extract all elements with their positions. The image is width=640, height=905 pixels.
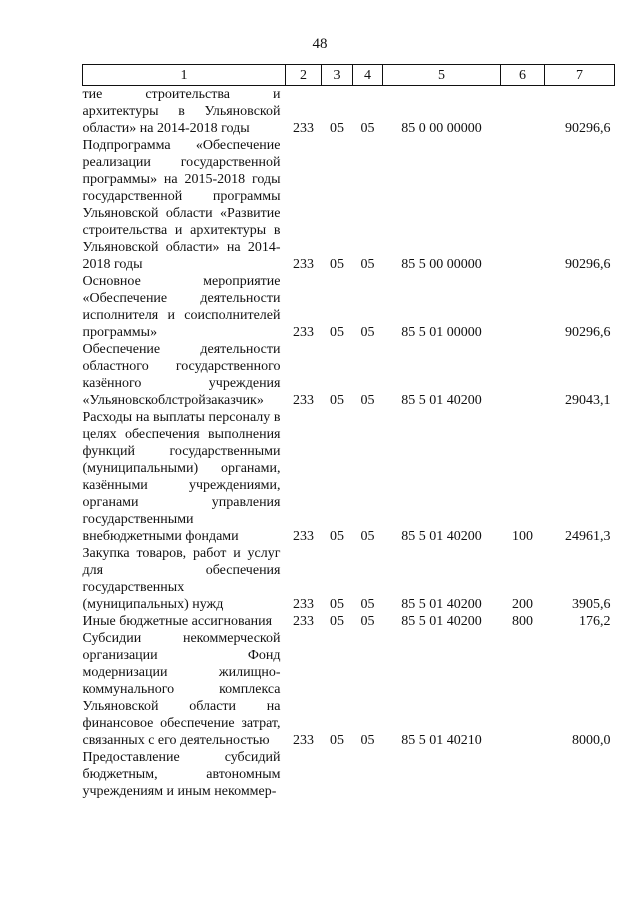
row-code-target-article: 85 5 01 40200 — [401, 393, 482, 408]
row-description: Подпрограмма «Обеспечение реализации государственной программы» на 2015-2018 годы государственной программы Ульяновской области «Развитие строительства и архитектуры в Ульяновской области» на 2014-2018 годы — [82, 138, 281, 272]
row-code-subsection: 05 — [360, 325, 375, 340]
row-code-ministry: 233 — [293, 325, 314, 340]
row-code-subsection: 05 — [360, 529, 375, 544]
row-description: Обеспечение деятельности областного государственного казённого учреждения «Ульяновскоблстройзаказчик» — [82, 342, 281, 408]
table-row — [83, 409, 615, 545]
row-code-section: 05 — [330, 733, 344, 748]
row-code-expense-type — [501, 86, 545, 138]
row-code-subsection: 05 — [360, 257, 375, 272]
row-amount: 90296,6 — [565, 325, 611, 340]
row-description: тие строительства и архитектуры в Ульяновской области» на 2014-2018 годы — [82, 87, 281, 136]
row-code-expense-type: 800 — [512, 614, 533, 629]
row-amount — [545, 749, 615, 800]
row-code-expense-type — [501, 749, 545, 800]
table-row — [83, 273, 615, 341]
row-description: Иные бюджетные ассигнования — [82, 614, 273, 629]
row-description: Субсидии некоммерческой организации Фонд модернизации жилищно-коммунального комплекса Ульяновской области на финансовое обеспечение затрат, связанных с его деятельностью — [82, 631, 281, 748]
row-code-section: 05 — [330, 393, 344, 408]
table-row — [83, 341, 615, 409]
row-code-target-article: 85 0 00 00000 — [401, 121, 482, 136]
row-code-expense-type: 200 — [512, 597, 533, 612]
row-amount: 90296,6 — [565, 121, 611, 136]
row-code-section: 05 — [330, 597, 344, 612]
row-code-target-article: 85 5 00 00000 — [401, 257, 482, 272]
row-code-subsection: 05 — [360, 614, 375, 629]
table-row — [83, 630, 615, 749]
row-code-subsection — [353, 749, 383, 800]
budget-table — [82, 64, 615, 800]
row-description: Закупка товаров, работ и услуг для обеспечения государственных (муниципальных) нужд — [82, 546, 281, 612]
row-code-section — [322, 749, 353, 800]
row-code-target-article: 85 5 01 00000 — [401, 325, 482, 340]
row-amount: 29043,1 — [565, 393, 611, 408]
row-code-subsection: 05 — [360, 733, 375, 748]
row-description: Основное мероприятие «Обеспечение деятельности исполнителя и соисполнителей программы» — [82, 274, 281, 340]
row-code-expense-type: 100 — [512, 529, 533, 544]
row-code-target-article: 85 5 01 40210 — [401, 733, 482, 748]
row-code-ministry: 233 — [293, 614, 314, 629]
table-header — [83, 65, 615, 86]
column-number-7: 7 — [545, 65, 615, 86]
row-code-ministry: 233 — [293, 597, 314, 612]
row-code-ministry: 233 — [293, 121, 314, 136]
row-code-expense-type — [501, 273, 545, 341]
table-row — [83, 545, 615, 613]
row-code-expense-type — [501, 630, 545, 749]
row-code-ministry: 233 — [293, 529, 314, 544]
row-code-ministry: 233 — [293, 257, 314, 272]
row-code-target-article: 85 5 01 40200 — [401, 614, 482, 629]
row-code-ministry: 233 — [293, 733, 314, 748]
column-number-2: 2 — [286, 65, 322, 86]
column-number-3: 3 — [322, 65, 353, 86]
row-code-subsection: 05 — [360, 121, 375, 136]
row-amount: 24961,3 — [565, 529, 611, 544]
row-code-subsection: 05 — [360, 597, 375, 612]
row-code-ministry — [286, 749, 322, 800]
row-code-section: 05 — [330, 121, 344, 136]
page-number: 48 — [312, 36, 328, 52]
row-code-section: 05 — [330, 529, 344, 544]
column-number-5: 5 — [383, 65, 501, 86]
row-code-target-article: 85 5 01 40200 — [401, 529, 482, 544]
table-row — [83, 137, 615, 273]
row-code-target-article: 85 5 01 40200 — [401, 597, 482, 612]
row-code-section: 05 — [330, 614, 344, 629]
table-row — [83, 86, 615, 138]
row-code-ministry: 233 — [293, 393, 314, 408]
row-amount: 176,2 — [579, 614, 611, 629]
row-code-subsection: 05 — [360, 393, 375, 408]
table-row — [83, 749, 615, 800]
row-code-expense-type — [501, 341, 545, 409]
row-amount: 8000,0 — [572, 733, 611, 748]
column-number-row — [83, 65, 615, 86]
row-code-section: 05 — [330, 325, 344, 340]
row-amount: 90296,6 — [565, 257, 611, 272]
table-body — [83, 86, 615, 801]
table-row — [83, 613, 615, 630]
row-code-target-article — [383, 749, 501, 800]
column-number-4: 4 — [353, 65, 383, 86]
column-number-1: 1 — [83, 65, 286, 86]
column-number-6: 6 — [501, 65, 545, 86]
row-description: Предоставление субсидий бюджетным, автономным учреждениям и иным некоммер- — [82, 750, 281, 799]
row-amount: 3905,6 — [572, 597, 611, 612]
row-code-section: 05 — [330, 257, 344, 272]
row-description: Расходы на выплаты персоналу в целях обеспечения выполнения функций государственными (муниципальными) органами, казёнными учреждениями, органами управления государственными внебюджетными фондами — [82, 410, 281, 544]
row-code-expense-type — [501, 137, 545, 273]
